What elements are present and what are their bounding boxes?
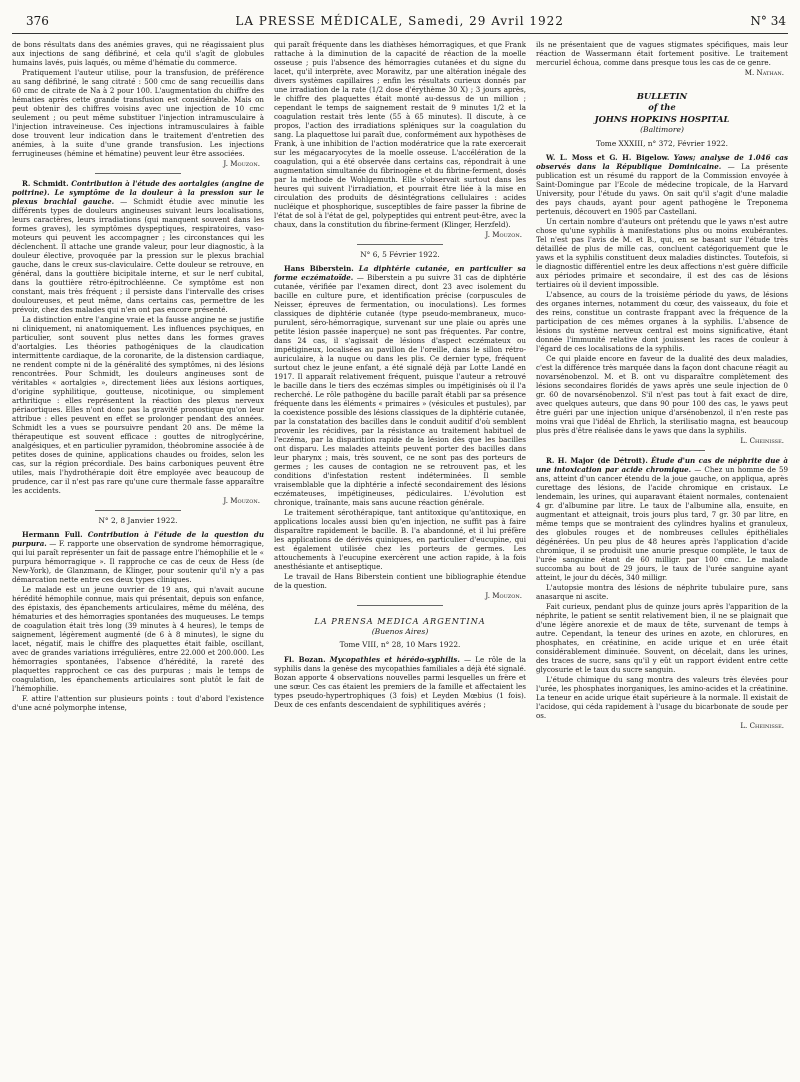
journal-heading: LA PRENSA MEDICA ARGENTINA [314,616,486,627]
issue-heading: N° 6, 5 Février 1922. [360,250,440,259]
signature: L. Cheinisse. [740,436,784,446]
journal-title: LA PRESSE MÉDICALE, Samedi, 29 Avril 1922 [235,14,564,28]
journal-city: (Buenos Aires) [371,626,429,636]
paragraph: F. attire l'attention sur plusieurs points : tout d'abord l'existence d'une acné polymorphe intense, [12,694,264,713]
issue-heading: N° 2, 8 Janvier 1922. [98,516,178,525]
columns [12,40,788,735]
running-header [12,10,788,34]
divider [95,173,181,174]
paragraph: Fait curieux, pendant plus de quinze jours après l'apparition de la néphrite, le patient se sentit relativement bien, il ne se plaignait que d'une légère anorexie et de maux de tête, survenant de temps à autre. Cependant, la teneur des urines en azote, en chlorures, en phosphates, en créatinine, en acide urique et en urée était considérablement diminuée. Souvent, on décelait, dans les urines, des traces de sucre, sans qu'il y eût un rapport évident entre cette glycosurie et le taux du sucre sanguin. [536,602,788,675]
article-paragraph [536,456,788,582]
article-paragraph [274,264,526,507]
page-number: 376 [26,14,49,28]
paragraph: Le traitement sérothérapique, tant antitoxique qu'antitoxique, en applications locales aussi bien qu'en injection, ne suffit pas à faire disparaître rapidement le bacille. B. l'a abandonné, et il lui préfère les applications de dérivés quiniques, en particulier d'eucupine, qui est également utilisée chez les porteurs de germes. Les attouchements à l'eucupine exercèrent une action rapide, à la fois anesthésiante et antiseptique. [274,508,526,572]
signature: M. Nathan. [744,68,784,77]
article-title: Contribution à l'étude de la question du purpura. [12,530,264,549]
paragraph: L'absence, au cours de la troisième période du yaws, de lésions des organes internes, notamment du cœur, des vaisseaux, du foie et des reins, constitue un contraste frappant avec la fréquence de la participation de ces mêmes organes à la syphilis. L'absence de lésions du système nerveux central est moins significative, étant donnée l'immunité relative dont jouissent les races de couleur à l'égard de ces localisations de la syphilis. [536,290,788,354]
paragraph: Ce qui plaide encore en faveur de la dualité des deux maladies, c'est la différence très marquée dans la façon dont chacune réagit au novarsénobenzol. M. et B. ont vu disparaître complètement des lésions secondaires floridés de yaws après une seule injection de 0 gr. 60 de novarsénobenzol. S'il n'est pas tout à fait exact de dire, avec quelques auteurs, que dans 90 pour 100 des cas, le yaws peut être guéri par une injection unique d'arsénobenzol, il n'en reste pas moins vrai que l'idéal de Ehrlich, la sterilisatio magna, est beaucoup plus près d'être réalisée dans le yaws que dans la syphilis. [536,354,788,436]
signature: J. Mouzon. [485,230,522,239]
article-paragraph [12,530,264,584]
signature: J. Mouzon. [485,591,522,601]
article-paragraph [536,153,788,216]
article-title: Mycopathies et hérédo-syphilis. [329,654,460,664]
paragraph: Pratiquement l'auteur utilise, pour la transfusion, de préférence au sang défibriné, le sang citraté : 500 cmc de sang recueillis dans 60 cmc de citrate de Na à 2 pour 100. L'augmentation du chiffre des hématies après cette grande transfusion est considérable. Mais on peut obtenir des chiffres voisins avec une injection de 10 cmc seulement ; ou peut même substituer l'injection intramusculaire à l'injection intraveineuse. Ces injections intramusculaires à faible dose trouvent leur indication dans le traitement d'entretien des anémies, à la suite d'une grande transfusion. Les injections ferrugineuses (hémine et hématine) peuvent leur être associées. [12,68,264,158]
article-author: W. L. Moss et G. H. Bigelow. [546,153,670,163]
article-title: Contribution à l'étude des aortalgies (angine de poitrine). Le symptôme de la douleur à la pression sur le plexus brachial gauche. [12,179,264,206]
paragraph: Le malade est un jeune ouvrier de 19 ans, qui n'avait aucune hérédité hémophile connue, mais qui présentait, depuis son enfance, des épistaxis, des épanchements articulaires, même du méléna, des hématuries et des hémorragies spontanées des muqueuses. Le temps de coagulation était très long (39 minutes à 4 heures), le temps de saignement, légèrement augmenté (de 6 à 8 minutes), le signe du lacet, négatif, mais le chiffre des plaquettes était faible, oscillant, avec de grandes variations irrégulières, entre 22.000 et 200.000. Les hémorragies spontanées, l'absence d'hérédité, la rareté des plaquettes rapprochent ce cas des purpuras ; mais le temps de coagulation, les épanchements articulaires sont plutôt le fait de l'hémophilie. [12,585,264,694]
bulletin-line: of the [648,102,676,113]
paragraph: La distinction entre l'angine vraie et la fausse angine ne se justifie ni cliniquement, ni anatomiquement. Les influences psychiques, en particulier, sont souvent plus nettes dans les formes graves d'aortalgies. Les théories pathogéniques de la claudication intermittente cardiaque, de la coronarite, de la distension cardiaque, ne rendent compte ni de la généralité des symptômes, ni des lésions rencontrées. Pour Schmidt, les douleurs angineuses sont de véritables « aortalgies », directement liées aux lésions aortiques, d'origine syphilitique, goutteuse, nicotinique, ou simplement arthritique : elles représentent la réaction des plexus nerveux périaortiques. Elles n'ont donc pas la gravité pronostique qu'on leur attribue : elles peuvent en effet se prolonger pendant des années. Schmidt les a vues se poursuivre pendant 20 ans. De même la thérapeutique est souvent efficace : gouttes de nitroglycérine, analgésiques, et en particulier pyramidon, théobromine associée à de petites doses de quinine, applications chaudes ou froides, selon les cas, sur la région précordiale. Des bains carboniques peuvent être utiles, mais l'hydrothérapie doit être employée avec beaucoup de prudence, car il n'est pas rare qu'une cure thermale fasse apparaître les accidents. [12,315,264,495]
divider [357,244,443,245]
signature: J. Mouzon. [223,159,260,168]
paragraph: Un certain nombre d'auteurs ont prétendu que le yaws n'est autre chose qu'une syphilis à manifestations plus ou moins exubérantes. Tel n'est pas l'avis de M. et B., qui, en se basant sur l'étude très détaillée de plus de mille cas, concluent catégoriquement que le yaws et la syphilis constituent deux maladies distinctes. Toutefois, si le diagnostic différentiel entre les deux affections n'est guère difficile aux périodes primaire et secondaire, il est des cas de lésions tertiaires où il devient impossible. [536,217,788,290]
article-author: R. Schmidt. [22,179,69,188]
signature: L. Cheinisse. [740,721,784,731]
divider [95,510,181,511]
divider [357,605,443,606]
article-title: La diphtérie cutanée, en particulier sa forme eczématoïde. [274,264,526,283]
issue-heading: Tome VIII, n° 28, 10 Mars 1922. [339,640,461,650]
paragraph: L'étude chimique du sang montra des valeurs très élevées pour l'urée, les phosphates inorganiques, les amino-acides et la créatinine. La teneur en acide urique était supérieure à la normale. Il existait de l'acidose, qui céda rapidement à l'usage du bicarbonate de soude per os. [536,675,788,721]
article-paragraph [12,179,264,314]
article-text: — Chez un homme de 59 ans, atteint d'un cancer étendu de la joue gauche, on appliqua, après curettage des lésions, de l'acide chromique en cristaux. Le lendemain, les urines, qui auparavant étaient normales, contenaient 4 gr. d'albumine par litre. Le taux de l'albumine alla, ensuite, en augmentant et atteignait, trois jours plus tard, 7 gr. 30 par litre, en même temps que se montraient des cylindres hyalins et granuleux, des globules rouges et de nombreuses cellules épithéliales dégénérées. Un peu plus de 48 heures après l'application d'acide chromique, il se produisit une anurie presque complète, le taux de l'urée sanguine étant de 60 milligr. par 100 cmc. Le malade succomba au bout de 29 jours, le taux de l'urée sanguine ayant atteint, le jour du décès, 340 milligr. [536,465,788,583]
article-author: R. H. Major (de Détroit). [546,456,648,466]
column-middle [274,40,526,735]
paragraph: L'autopsie montra des lésions de néphrite tubulaire pure, sans anasarque ni ascite. [536,583,788,602]
bulletin-city: (Baltimore) [640,125,684,135]
article-text: — Schmidt étudie avec minutie les différents types de douleurs angineuses suivant leurs localisations, leurs caractères, leurs irradiations (qui manquent souvent dans les formes graves), les symptômes dyspeptiques, respiratoires, vaso-moteurs qui peuvent les accompagner ; les circonstances qui les déclenchent. Il attache une grande valeur, pour leur diagnostic, à la douleur élective, provoquée par la pression sur le plexus brachial gauche, dans le creux sus-claviculaire. Cette douleur se retrouve, en général, dans la gouttière bicipitale interne, et sur le nerf cubital, dans la gouttière rétro-épitrochléenne. Ce symptôme est non constant, mais très fréquent ; il persiste dans l'intervalle des crises douloureuses, et peut même, dans certains cas, permettre de les prévoir, chez des malades qui n'en ont pas encore présenté. [12,197,264,314]
issue-heading: Tome XXXIII, n° 372, Février 1922. [596,138,728,148]
article-paragraph [274,655,526,709]
page [12,0,788,735]
article-author: Hans Biberstein. [284,264,354,274]
article-title: Étude d'un cas de néphrite due à une intoxication par acide chromique. [536,456,788,475]
column-right [536,40,788,735]
article-text: — La présente publication est un résumé du rapport de la Commission envoyée à Saint-Domingue par l'Ecole de médecine tropicale, de la Harvard University, pour l'étude du yaws. On sait qu'il s'agit d'une maladie des pays chauds, ayant pour agent pathogène le Treponema pertenuis, découvert en 1905 par Castellani. [536,162,788,217]
paragraph: ils ne présentaient que de vagues stigmates spécifiques, mais leur réaction de Wassermann était fortement positive. Le traitement mercuriel échoua, comme dans presque tous les cas de ce genre. [536,40,788,67]
signature: J. Mouzon. [223,496,260,505]
article-author: Fl. Bozan. [284,654,326,664]
article-text: — Biberstein a pu suivre 31 cas de diphtérie cutanée, vérifiée par l'examen direct, dont 23 avec isolement du bacille en culture pure, et identification précise (corpuscules de Neisser, épreuves de fermentation, ou inoculations). Les formes classiques de diphtérie cutanée (type pseudo-membraneux, muco-purulent, séro-hémorragique, survenant sur une plaie ou après une petite lésion passée inaperçue) ne sont pas fréquentes. Par contre, dans 24 cas, il s'agissait de lésions d'aspect eczémateux ou impétigineux, localisées au pavillon de l'oreille, dans le sillon rétro-auriculaire, à la nuque ou dans les plis. Ce dernier type, fréquent surtout chez le jeune enfant, a été signalé déjà par Lotte Landé en 1917. Il apparaît relativement fréquent, puisque l'auteur a retrouvé le bacille dans le tiers des eczémas simples ou impétiginisés où il l'a recherché. Le rôle pathogène du bacille paraît établi par sa présence fréquente dans les éléments « primaires » (vésicules et pustules), par la coexistence possible des lésions classiques de la diphtérie cutanée, par la constatation des bacilles dans le conduit auditif d'où semblent provenir les récidives, par la résistance au traitement habituel de l'eczéma, par la disparition rapide de la lésion dès que les bacilles ont disparu. Les malades atteints peuvent porter des bacilles dans leur pharynx ; mais, très souvent, ce ne sont pas des porteurs de germes ; les causes de contagion ne se retrouvent pas, et les conditions d'infestation restent indéterminées. Il semble vraisemblable que la diphtérie a infecté secondairement des lésions eczémateuses, impétigineuses, pédiculaires. L'évolution est chronique, traînante, mais sans aucune réaction générale. [274,273,526,508]
paragraph: Le travail de Hans Biberstein contient une bibliographie étendue de la question. [274,572,526,591]
column-left [12,40,264,735]
divider [619,450,705,451]
bulletin-heading [536,91,788,125]
bulletin-line: JOHNS HOPKINS HOSPITAL [594,113,730,124]
paragraph: de bons résultats dans des anémies graves, qui ne réagissaient plus aux injections de sang défibriné, et cela qu'il s'agît de globules humains lavés, puis laqués, ou même d'hématie du commerce. [12,40,264,67]
paragraph: qui paraît fréquente dans les diathèses hémorragiques, et que Frank rattache à la diminution de la capacité de réaction de la moelle osseuse ; puis l'absence des hémorragies cutanées et du signe du lacet, qu'il interprète, avec Morawitz, par une altération inégale des divers systèmes capillaires ; enfin les résultats curieux donnés par une irradiation de la rate (1/2 dose d'érythème 30 X) ; 3 jours après, le chiffre des plaquettes était monté au-dessus de un million ; cependant le temps de saignement restait de 9 minutes 1/2 et la coagulation restait très lente (55 à 65 minutes). Il discute, à ce propos, l'action des irradiations spléniques sur la coagulation du sang. La plaquettose lui paraît due, conformément aux hypothèses de Frank, à une inhibition de l'action modératrice que la rate exercerait sur les mégacaryocytes de la moelle osseuse. L'accélération de la coagulation, qui a été observée dans certains cas, répondrait à une augmentation simultanée du fibrinogène et du fibrine-ferment, dosés par la méthode de Wohlgemuth. Elle s'observait surtout dans les heures qui suivent l'irradiation, et pourrait être liée à la mise en circulation des produits de désintégrations cellulaires : acides nucléique et phosphorique, susceptibles de faire passer la fibrine de l'état de sol à l'état de gel, polypeptides qui entrent peut-être, avec la chaux, dans la constitution du fibrine-ferment (Klinger, Herzfeld). [274,40,526,229]
article-text: — F. rapporte une observation de syndrome hémorragique, qui lui paraît représenter un fait de passage entre l'hémophilie et le « purpura hémorragique ». Il rapproche ce cas de ceux de Hess (de New-York), de Glanzmann, de Klinger, pour soutenir qu'il n'y a pas démarcation nette entre ces deux types cliniques. [12,539,264,585]
bulletin-line: BULLETIN [636,91,688,101]
article-title: Yaws; analyse de 1.046 cas observés dans la République Dominicaine. [536,153,788,172]
article-text: — Le rôle de la syphilis dans la genèse des mycopathies familiales a déjà été signalé. Bozan apporte 4 observations nouvelles parmi lesquelles un frère et une sœur. Ces cas étaient les premiers de la famille et affectaient les types pseudo-hypertrophiques (3 fois) et Leyden Mœbius (1 fois). Deux de ces enfants descendaient de syphilitiques avérés ; [274,654,526,709]
issue-number: N° 34 [750,14,786,28]
article-author: Hermann Full. [22,530,83,540]
